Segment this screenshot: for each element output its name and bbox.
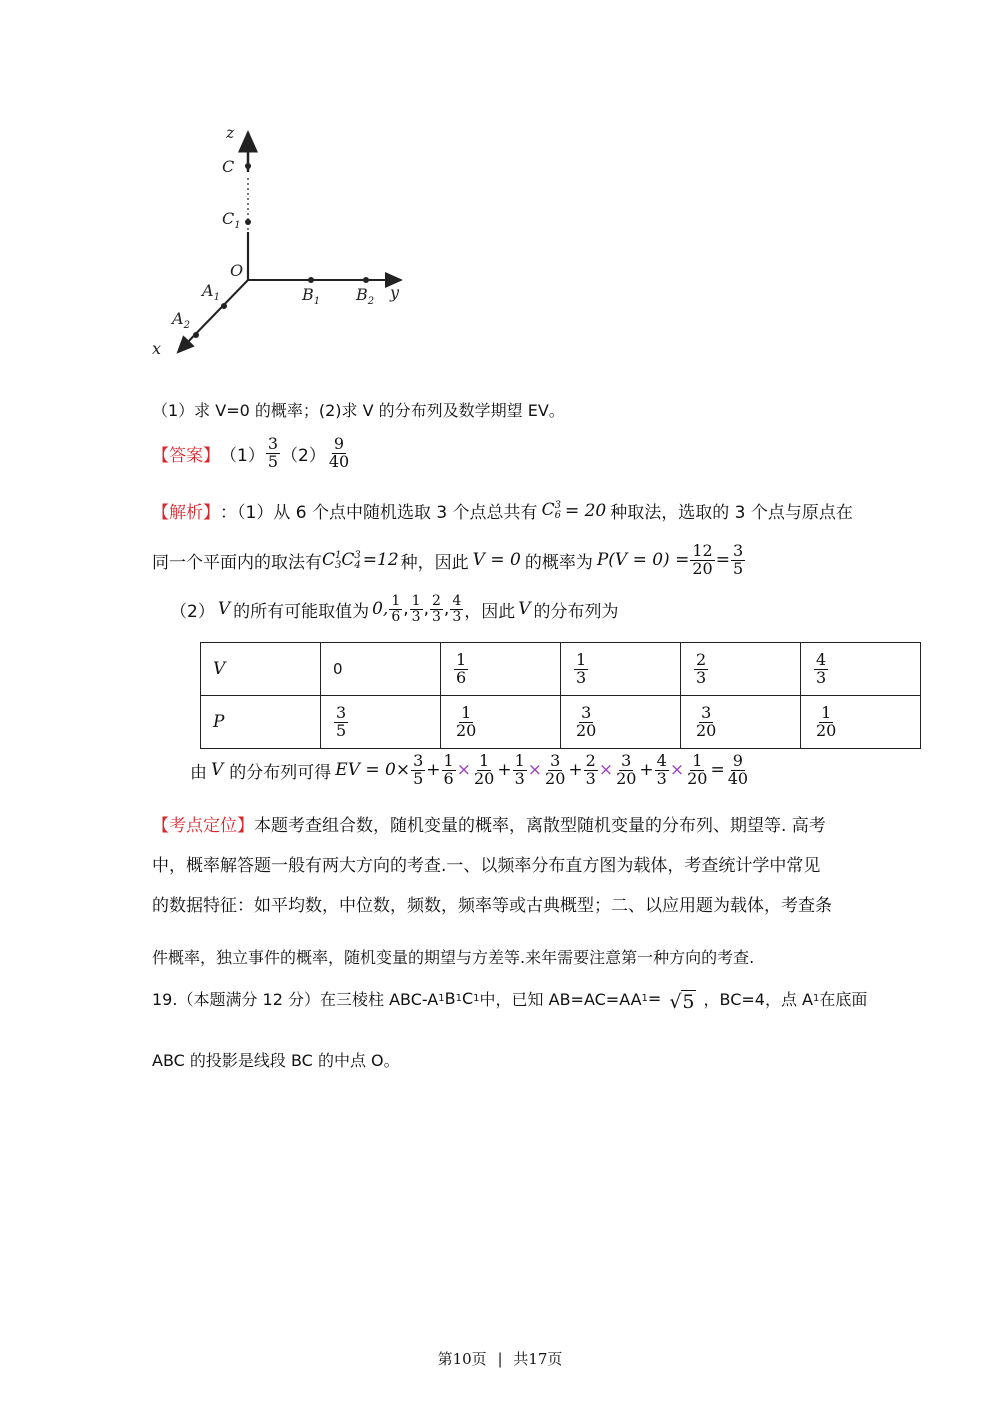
footer-separator: |	[497, 1350, 503, 1368]
point-c1	[245, 219, 251, 225]
q19-sub: 1	[813, 993, 820, 1004]
value-4-3: $\frac{4}{3}$	[452, 593, 462, 625]
analysis-text-3a: （2）	[170, 601, 215, 622]
table-cell: 0	[321, 643, 441, 696]
kaodian-text-1: 本题考查组合数，随机变量的概率，离散型随机变量的分布列、期望等. 高考	[254, 816, 826, 836]
analysis-eq-12: =12	[362, 550, 399, 571]
analysis-v-1: V	[217, 599, 231, 620]
table-cell: $\frac{3}{20}$	[681, 696, 801, 749]
q19-text-d: 中，已知 AB=AC=AA	[479, 990, 642, 1009]
ev-term-4b: $\frac{3}{20}$	[616, 751, 637, 788]
table-cell: $\frac{2}{3}$	[681, 643, 801, 696]
point-b1	[308, 277, 314, 283]
sqrt-5: √ 5	[669, 991, 695, 1013]
answer-part1: （1）	[220, 445, 265, 466]
ev-result: $\frac{9}{40}$	[727, 751, 749, 788]
analysis-text-3d: 的分布列为	[533, 601, 619, 622]
times-sign: ×	[456, 760, 471, 781]
ev-term-4a: $\frac{2}{3}$	[585, 751, 596, 788]
answer-fraction-1: $\frac{3}{5}$	[267, 434, 279, 471]
ev-text-a: 由	[190, 762, 207, 783]
value-2-3: $\frac{2}{3}$	[432, 593, 441, 625]
times-sign: ×	[527, 760, 543, 781]
combination-c63: C 3 6	[541, 499, 561, 521]
table-cell-p-label: P	[201, 696, 321, 749]
ev-text-b: 的分布列可得	[229, 762, 332, 783]
label-b1: $B_1$	[302, 285, 321, 307]
analysis-fraction-12-20: $\frac{12}{20}$	[692, 541, 713, 578]
analysis-text-3b: 的所有可能取值为	[233, 601, 370, 622]
answer-line	[152, 436, 352, 471]
question-text: （1）求 V=0 的概率；(2)求 V 的分布列及数学期望 EV。	[152, 401, 565, 420]
distribution-table	[200, 642, 921, 749]
kaodian-line-4: 件概率，独立事件的概率，随机变量的期望与方差等.来年需要注意第一种方向的考查.	[152, 948, 755, 967]
ev-term-5b: $\frac{1}{20}$	[687, 751, 708, 788]
analysis-line-1	[152, 498, 853, 523]
kaodian-line-1	[152, 811, 826, 836]
table-cell: $\frac{4}{3}$	[801, 643, 921, 696]
analysis-text-1a: ：（1）从 6 个点中随机选取 3 个点总共有	[220, 503, 538, 523]
analysis-text-3c: ，因此	[464, 601, 516, 622]
plus-sign: +	[426, 760, 441, 781]
analysis-text-2b: 种，因此	[400, 552, 469, 573]
ev-term-3a: $\frac{1}{3}$	[514, 751, 525, 788]
ev-line	[190, 753, 751, 788]
label-c2: C	[222, 157, 235, 176]
q19-text-c: C	[461, 989, 474, 1008]
ev-lhs: EV = 0×	[335, 760, 411, 781]
label-b2: $B_2$	[356, 285, 375, 307]
analysis-text-1b: 种取法，选取的 3 个点与原点在	[610, 503, 853, 523]
combination-c31: C 1 3	[322, 549, 342, 571]
analysis-prob-expr: P(V = 0) =	[596, 550, 690, 571]
analysis-v-2: V	[518, 599, 531, 620]
point-b2	[363, 277, 369, 283]
table-cell-v-label: V	[201, 643, 321, 696]
table-row	[201, 696, 921, 749]
table-cell: $\frac{1}{3}$	[561, 643, 681, 696]
point-c2	[245, 163, 251, 169]
x-axis	[182, 280, 248, 348]
answer-label: 【答案】	[152, 445, 220, 466]
axes-figure	[150, 120, 420, 365]
analysis-line-3: （2） V 的所有可能取值为 0, $\frac{1}{6}$ , $\frac{1}{3}$ , $\frac{2}{3}$ , $\frac{4}{3}$ ，因此 V 的分布列为	[170, 593, 619, 625]
label-x: x	[152, 339, 162, 358]
q19-sub: 1	[455, 993, 462, 1004]
label-a2: $A_2$	[172, 309, 190, 331]
equals-sign: =	[710, 760, 725, 781]
footer-total: 共17页	[513, 1350, 563, 1368]
label-a1: $A_1$	[202, 281, 220, 303]
value-zero: 0,	[372, 599, 389, 620]
label-z: z	[226, 123, 235, 142]
analysis-eq-20: = 20	[564, 500, 607, 521]
plus-sign: +	[497, 760, 512, 781]
analysis-v-zero: V = 0	[472, 550, 521, 571]
q19-text-a: 19.（本题满分 12 分）在三棱柱 ABC-A	[152, 990, 439, 1009]
q19-sub: 1	[438, 993, 445, 1004]
label-y: y	[390, 283, 400, 302]
q19-text-e: =	[647, 989, 662, 1008]
value-1-6: $\frac{1}{6}$	[391, 593, 401, 625]
q19-text-g: 在底面	[819, 990, 868, 1009]
page-footer	[0, 1348, 1000, 1369]
table-cell: $\frac{1}{20}$	[801, 696, 921, 749]
ev-v: V	[211, 760, 224, 781]
ev-term-5a: $\frac{4}{3}$	[656, 751, 667, 788]
times-sign: ×	[598, 760, 614, 781]
label-c1: $C_1$	[222, 209, 241, 231]
analysis-eq-sign: =	[715, 550, 730, 571]
q19-line-1	[152, 984, 867, 1013]
q19-text-f: ，BC=4，点 A	[703, 990, 814, 1009]
table-cell: $\frac{3}{5}$	[321, 696, 441, 749]
value-1-3: $\frac{1}{3}$	[411, 593, 421, 625]
answer-part2: （2）	[281, 445, 326, 466]
answer-fraction-2: $\frac{9}{40}$	[328, 434, 350, 471]
table-cell: $\frac{3}{20}$	[561, 696, 681, 749]
analysis-text-2c: 的概率为	[524, 552, 593, 573]
ev-term-2a: $\frac{1}{6}$	[443, 751, 454, 788]
times-sign: ×	[669, 760, 685, 781]
plus-sign: +	[639, 760, 654, 781]
footer-page: 第10页	[437, 1350, 487, 1368]
plus-sign: +	[568, 760, 583, 781]
ev-term-1: $\frac{3}{5}$	[413, 751, 424, 788]
table-row	[201, 643, 921, 696]
analysis-fraction-3-5: $\frac{3}{5}$	[732, 541, 744, 578]
q19-line-2: ABC 的投影是线段 BC 的中点 O。	[152, 1051, 400, 1070]
kaodian-line-2: 中，概率解答题一般有两大方向的考查.一、以频率分布直方图为载体，考查统计学中常见	[152, 856, 821, 876]
analysis-line-2	[152, 543, 746, 578]
label-o: O	[230, 261, 244, 280]
analysis-text-2a: 同一个平面内的取法有	[152, 552, 322, 573]
ev-term-2b: $\frac{1}{20}$	[473, 751, 495, 788]
point-a1	[221, 303, 227, 309]
point-a2	[193, 332, 199, 338]
ev-term-3b: $\frac{3}{20}$	[545, 751, 566, 788]
q19-text-b: B	[444, 989, 456, 1008]
q19-sub: 1	[641, 993, 648, 1004]
q19-sub: 1	[473, 993, 480, 1004]
kaodian-label: 【考点定位】	[152, 816, 254, 836]
combination-c43: C 3 4	[341, 549, 361, 571]
analysis-label: 【解析】	[152, 503, 220, 523]
table-cell: $\frac{1}{6}$	[441, 643, 561, 696]
table-cell: $\frac{1}{20}$	[441, 696, 561, 749]
kaodian-line-3: 的数据特征：如平均数，中位数，频数，频率等或古典概型；二、以应用题为载体，考查条	[152, 896, 832, 916]
